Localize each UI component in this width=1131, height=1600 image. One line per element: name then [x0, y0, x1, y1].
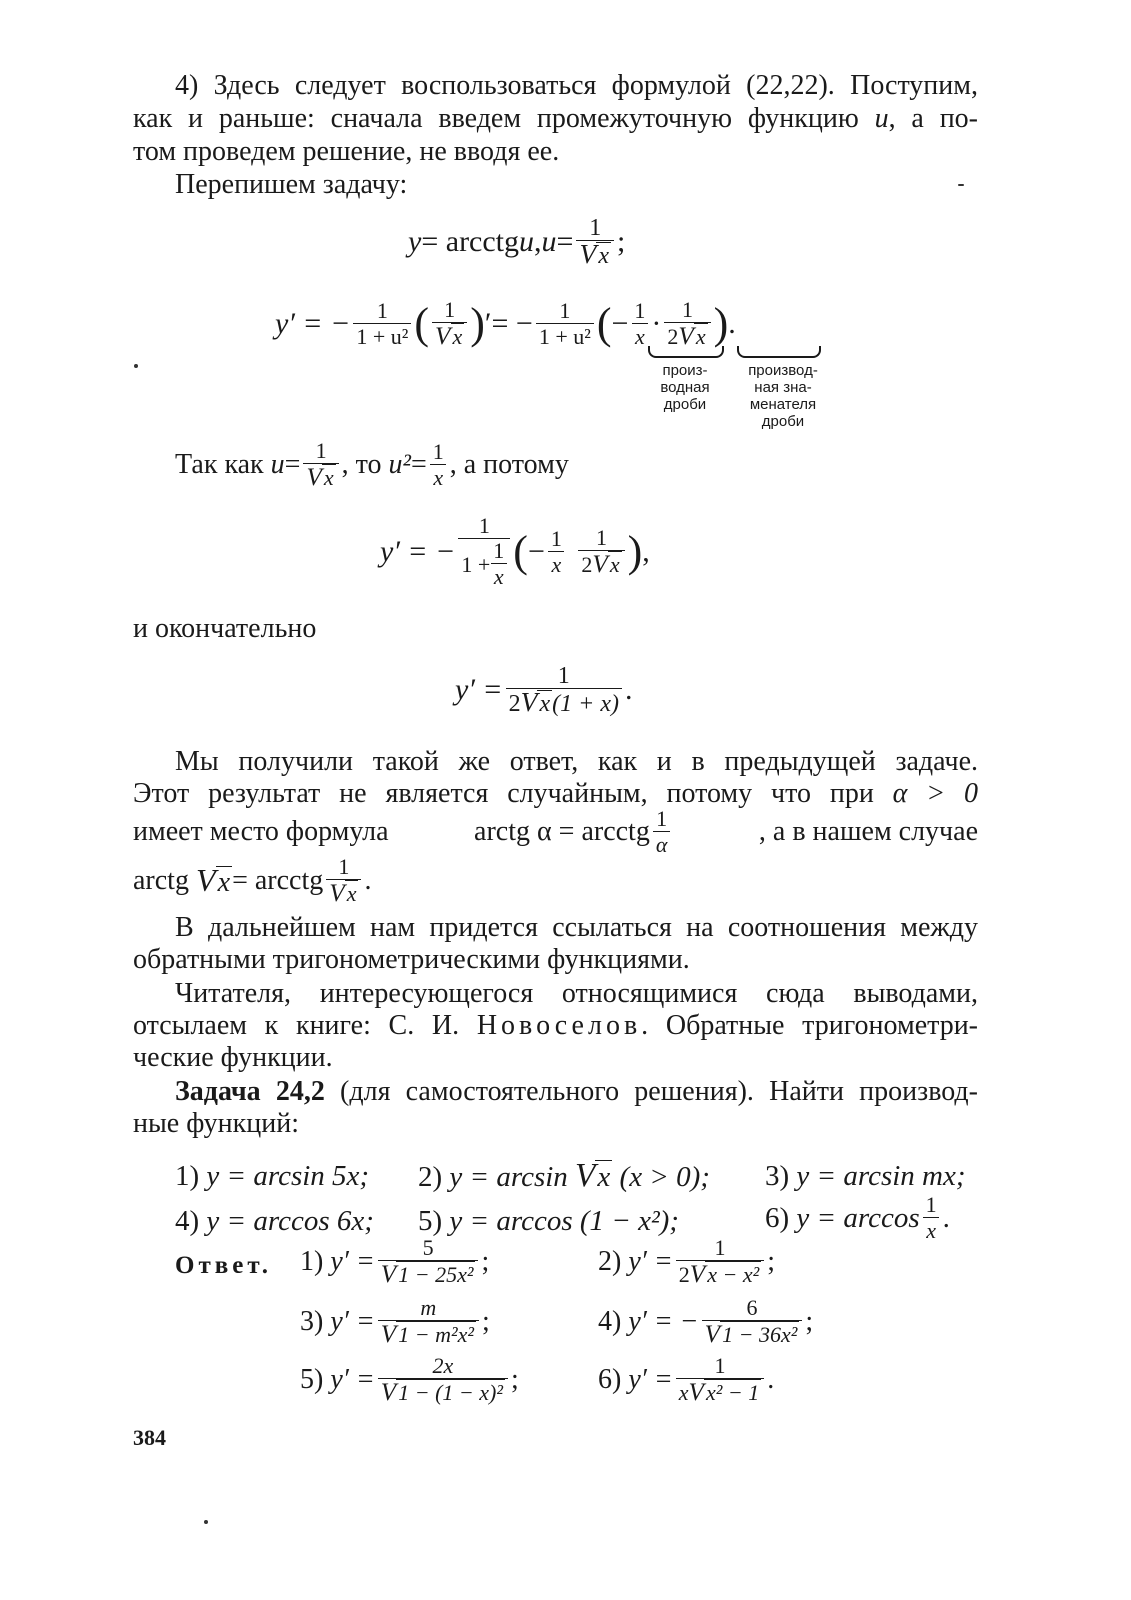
equation-4: y′ = $\frac{1}{2Vx(1 + x)}$ . — [455, 662, 633, 717]
answer-3: 3) y′ = $\frac{m}{\text{V1 − m²x²}}$ ; — [300, 1295, 490, 1348]
paragraph-4-line-1: Читателя, интересующегося относящимися сюда выводами, — [175, 978, 978, 1009]
paragraph-1-line-3: том проведем решение, не вводя ее. — [133, 136, 560, 167]
paragraph-4-line-2: отсылаем к книге: С. И. Новоселов. Обратные тригонометри- — [133, 1010, 979, 1041]
paragraph-1-line-4: Перепишем задачу: — [175, 169, 408, 200]
fraction: $\frac{1}{x}$ — [631, 299, 648, 350]
fraction: $\frac{1}{Vx}$ — [326, 855, 361, 907]
fraction: $\frac{1}{2Vx(1 + x)}$ — [506, 664, 622, 717]
task-line-1: Задача 24,2 (для самостоятельного решения). Найти производ- — [175, 1076, 978, 1107]
fraction: $\frac{1}{Vx}$ — [303, 439, 338, 491]
equation-2: y′ = − $\frac{1}{\text{1 + u²}}$ ( $\frac{1}{Vx}$ ) ′ = − $\frac{1}{\text{1 + u²}}$ ( − $\frac{1}{x}$ · $\frac{1}{2Vx}$ ) . — [275, 297, 736, 350]
print-speck — [204, 1520, 208, 1524]
print-speck — [134, 364, 138, 368]
paragraph-2-line-3: имеет место формула arctg α = arcctg $\frac{1}{\alpha}$ , а в нашем случае — [133, 805, 978, 857]
fraction: $\frac{1}{2Vx}$ — [664, 298, 710, 350]
paragraph-1-line-2: как и раньше: сначала введем промежуточную функцию u, а по- — [133, 103, 978, 134]
fraction: $\frac{5}{\text{V1 − 25x²}}$ — [378, 1236, 479, 1288]
task-item-1: 1) y = arcsin 5x; — [175, 1160, 370, 1192]
fraction: $\frac{1}{x}$ — [548, 527, 565, 578]
fraction: $\frac{1}{2Vx}$ — [578, 526, 624, 578]
paragraph-3-line-2: обратными тригонометрическими функциями. — [133, 944, 690, 975]
answer-1: 1) y′ = $\frac{5}{\text{V1 − 25x²}}$ ; — [300, 1235, 490, 1288]
task-item-4: 4) y = arccos 6x; — [175, 1205, 374, 1237]
task-line-2: ные функций: — [133, 1108, 299, 1139]
finally-text: и окончательно — [133, 613, 317, 644]
fraction: $\frac{m}{\text{V1 − m²x²}}$ — [378, 1296, 479, 1348]
answer-2: 2) y′ = $\frac{1}{\text{2Vx − x²}}$ ; — [598, 1235, 775, 1288]
task-item-3: 3) y = arcsin mx; — [765, 1160, 966, 1192]
fraction: 1 1 + $\frac{1}{x}$ — [458, 514, 510, 590]
fraction: $\frac{1}{\alpha}$ — [653, 807, 671, 858]
answer-6: 6) y′ = $\frac{1}{\text{xVx² − 1}}$ . — [598, 1353, 775, 1406]
answer-4: 4) y′ = − $\frac{6}{\text{V1 − 36x²}}$ ; — [598, 1295, 814, 1348]
paragraph-2-line-4: arctg Vx = arcctg $\frac{1}{Vx}$ . — [133, 854, 372, 907]
print-speck — [958, 184, 964, 186]
equation-3: y′ = − 1 1 + $\frac{1}{x}$ ( − $\frac{1}{x}$ $\frac{1}{2Vx}$ ) , — [380, 513, 650, 589]
fraction: $\frac{1}{\text{2Vx − x²}}$ — [676, 1236, 764, 1288]
fraction: $\frac{1}{\text{1 + u²}}$ — [353, 299, 411, 350]
task-item-5: 5) y = arccos (1 − x²); — [418, 1205, 679, 1237]
equation-1: y = arcctg u , u = $\frac{1}{Vx}$ ; — [408, 214, 626, 269]
fraction: $\frac{1}{x}$ — [430, 440, 447, 491]
page-number: 384 — [133, 1425, 166, 1450]
fraction: $\frac{2x}{\text{V1 − (1 − x)²}}$ — [378, 1354, 508, 1406]
fraction: $\frac{1}{Vx}$ — [432, 298, 467, 350]
paragraph-2-line-1: Мы получили такой же ответ, как и в предыдущей задаче. — [175, 746, 978, 777]
answer-label: Ответ. — [175, 1252, 272, 1279]
fraction: $\frac{1}{Vx}$ — [576, 216, 614, 269]
underbrace-right — [737, 346, 821, 358]
task-item-6: 6) y = arccos $\frac{1}{x}$ . — [765, 1191, 950, 1243]
brace-note-left: произ- водная дроби — [660, 362, 710, 413]
brace-note-right: производ- ная зна- менателя дроби — [748, 362, 818, 430]
fraction: $\frac{1}{\text{xVx² − 1}}$ — [676, 1354, 764, 1406]
paragraph-2-line-2: Этот результат не является случайным, потому что при α > 0 — [133, 778, 978, 809]
since-line: Так как u = $\frac{1}{Vx}$ , то u² = $\frac{1}{x}$ , а потому — [175, 438, 569, 491]
answer-5: 5) y′ = $\frac{2x}{\text{V1 − (1 − x)²}}$ ; — [300, 1353, 519, 1406]
underbrace-left — [648, 346, 724, 358]
paragraph-4-line-3: ческие функции. — [133, 1042, 333, 1073]
paragraph-3-line-1: В дальнейшем нам придется ссылаться на соотношения между — [175, 912, 978, 943]
fraction: $\frac{1}{\text{1 + u²}}$ — [536, 299, 594, 350]
fraction: $\frac{1}{x}$ — [923, 1193, 940, 1244]
paragraph-1-line-1: 4) Здесь следует воспользоваться формулой (22,22). Поступим, — [175, 70, 978, 101]
fraction: $\frac{6}{\text{V1 − 36x²}}$ — [702, 1296, 803, 1348]
task-item-2: 2) y = arcsin Vx (x > 0); — [418, 1157, 710, 1194]
